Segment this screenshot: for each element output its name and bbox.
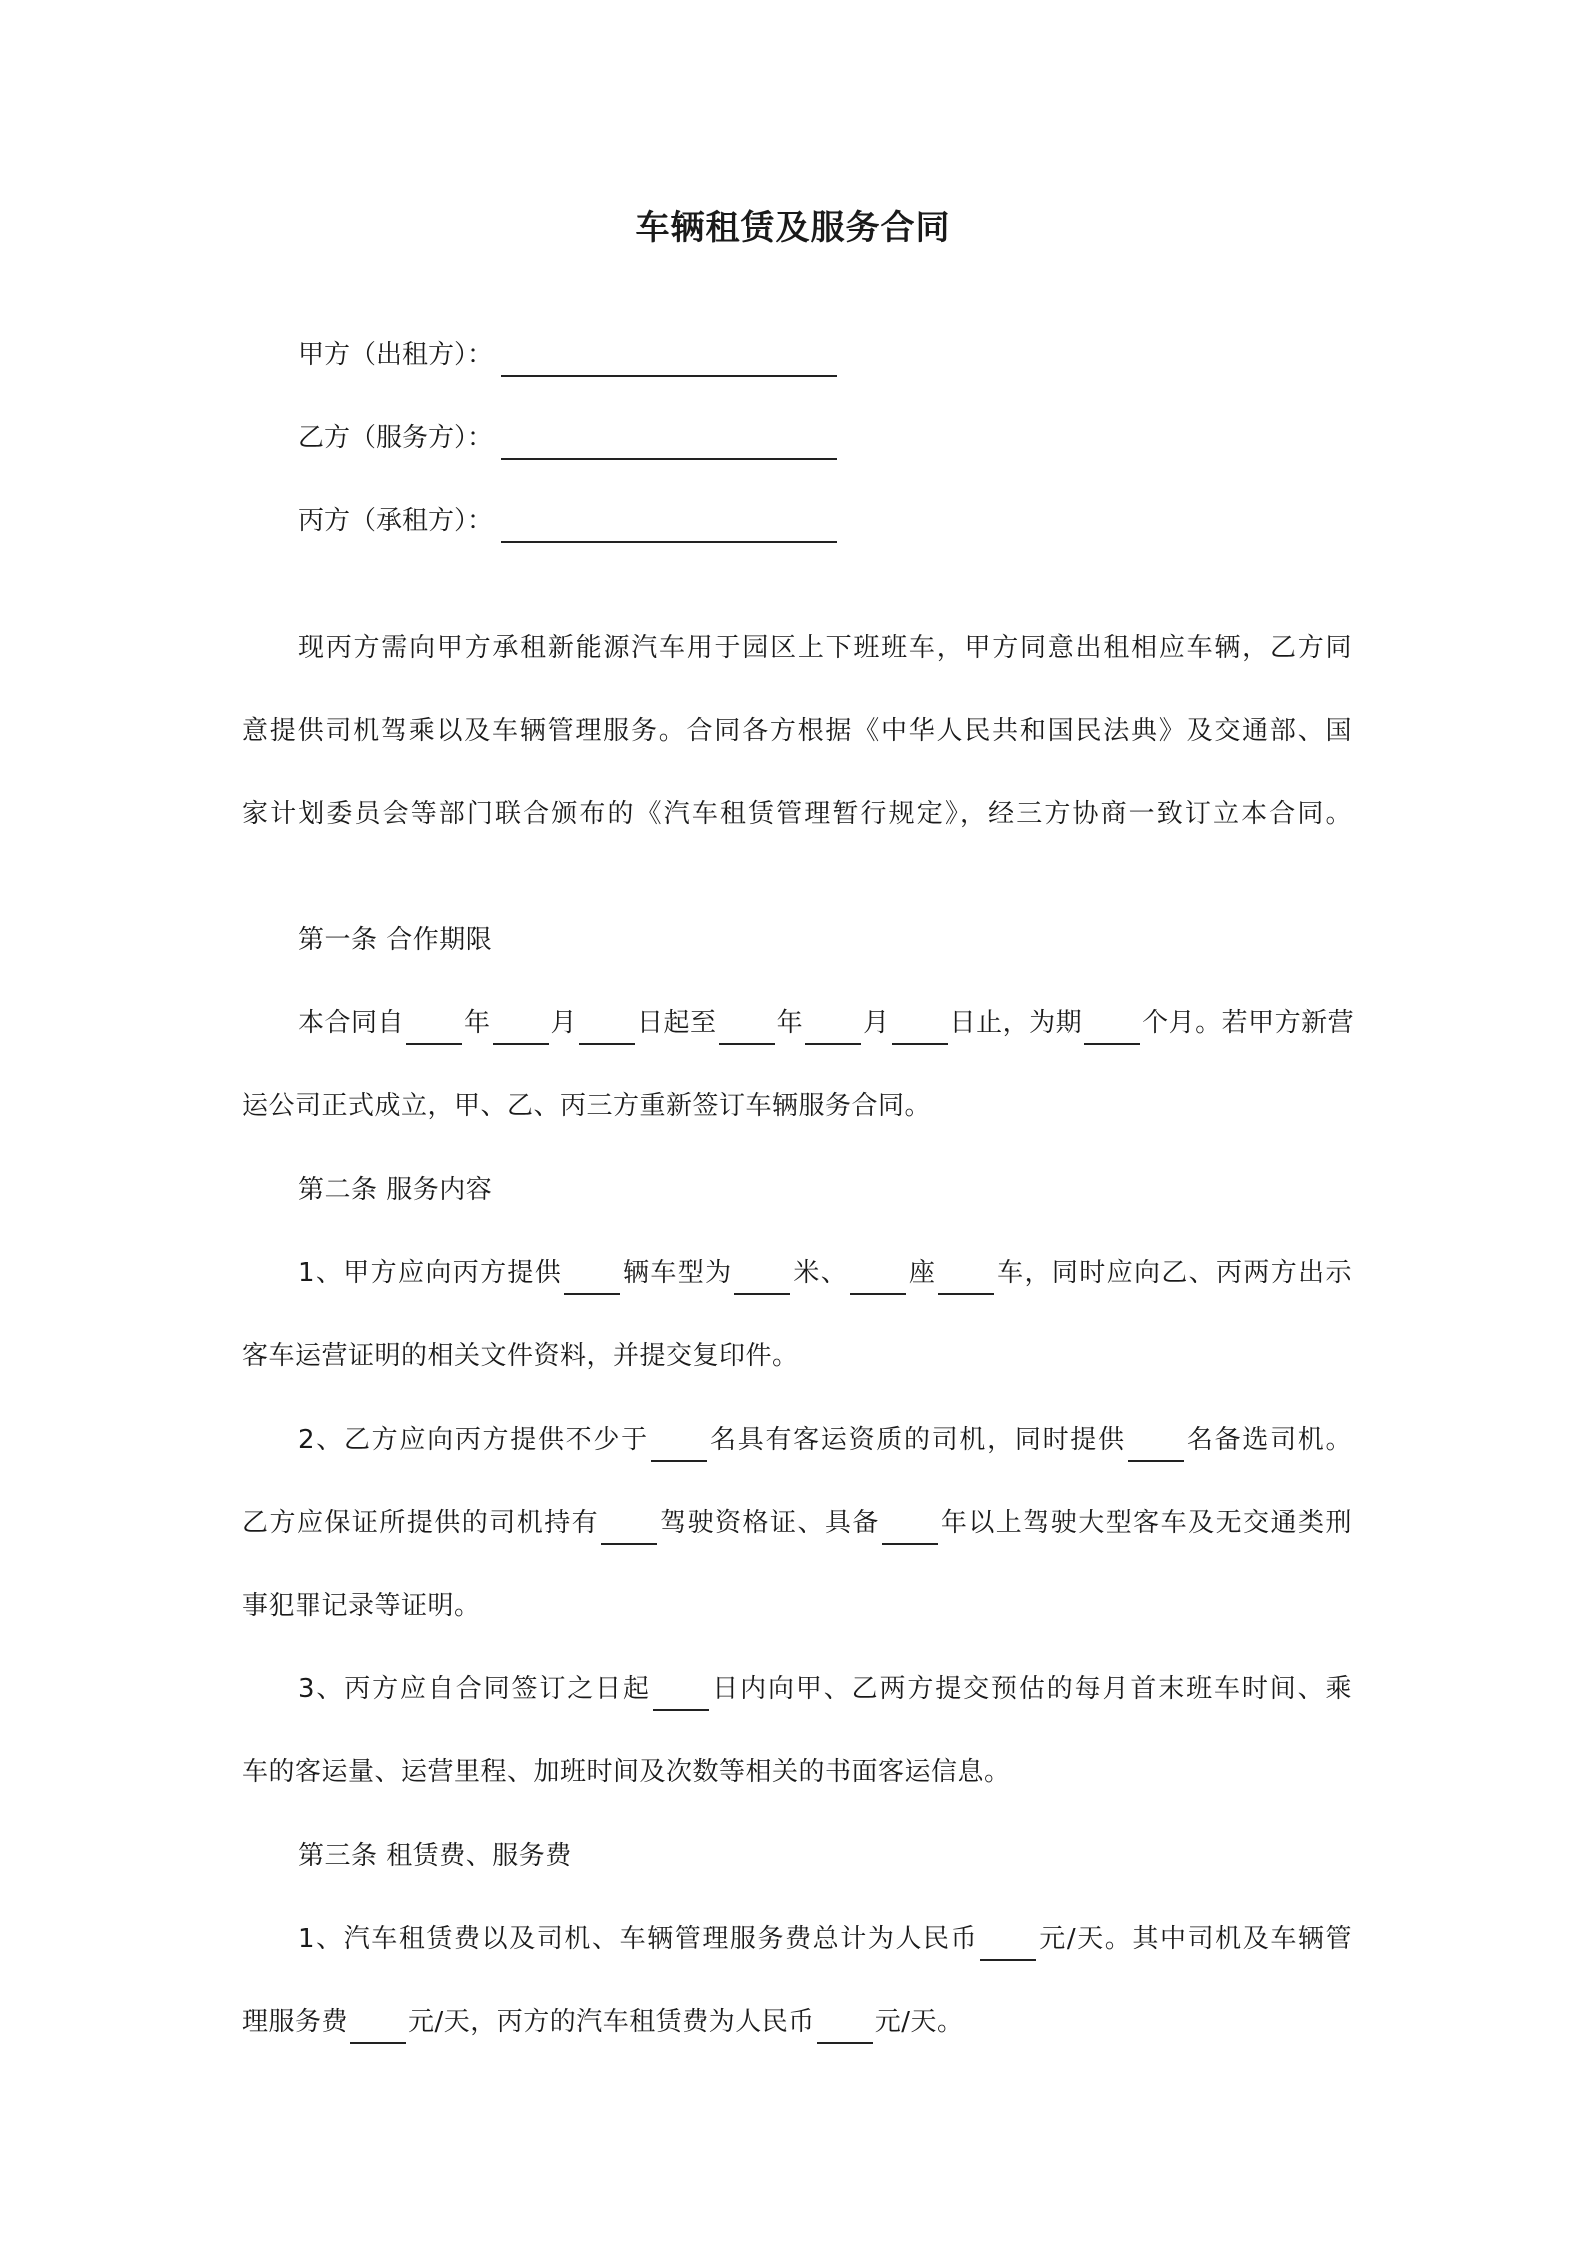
blank-start-year[interactable] bbox=[406, 1013, 462, 1045]
party-c-line bbox=[298, 499, 837, 543]
article2-p2-line1: 2、乙方应向丙方提供不少于 名具有客运资质的司机，同时提供 名备选司机。 bbox=[298, 1418, 1352, 1462]
document-title: 车辆租赁及服务合同 bbox=[635, 208, 951, 248]
party-c-blank[interactable] bbox=[501, 511, 837, 543]
party-c-label: 丙方（承租方）： bbox=[298, 506, 494, 536]
party-b-label: 乙方（服务方）： bbox=[298, 423, 494, 453]
article1-line2: 运公司正式成立，甲、乙、丙三方重新签订车辆服务合同。 bbox=[242, 1091, 932, 1121]
blank-total-fee[interactable] bbox=[980, 1929, 1036, 1961]
blank-vehicle-length[interactable] bbox=[734, 1263, 790, 1295]
blank-days[interactable] bbox=[653, 1679, 709, 1711]
blank-driver-count[interactable] bbox=[651, 1430, 707, 1462]
party-b-blank[interactable] bbox=[501, 428, 837, 460]
preamble-line: 意提供司机驾乘以及车辆管理服务。合同各方根据《中华人民共和国民法典》及交通部、国 bbox=[242, 716, 1352, 746]
preamble-line: 家计划委员会等部门联合颁布的《汽车租赁管理暂行规定》，经三方协商一致订立本合同。 bbox=[242, 799, 1352, 829]
article-heading: 第一条 合作期限 bbox=[298, 925, 493, 955]
article2-p3-line1: 3、丙方应自合同签订之日起 日内向甲、乙两方提交预估的每月首末班车时间、乘 bbox=[298, 1667, 1352, 1711]
blank-rental-fee[interactable] bbox=[817, 2012, 873, 2044]
blank-license-class[interactable] bbox=[601, 1513, 657, 1545]
article3-p1-line1: 1、汽车租赁费以及司机、车辆管理服务费总计为人民币 元/天。其中司机及车辆管 bbox=[298, 1917, 1352, 1961]
article1-line1: 本合同自 年 月 日起至 年 月 日止，为期 个月。若甲方新营 bbox=[298, 1001, 1352, 1045]
preamble-line: 现丙方需向甲方承租新能源汽车用于园区上下班班车，甲方同意出租相应车辆，乙方同 bbox=[298, 633, 1352, 663]
blank-service-fee[interactable] bbox=[350, 2012, 406, 2044]
blank-years-experience[interactable] bbox=[882, 1513, 938, 1545]
blank-months[interactable] bbox=[1084, 1013, 1140, 1045]
blank-end-month[interactable] bbox=[805, 1013, 861, 1045]
blank-start-day[interactable] bbox=[579, 1013, 635, 1045]
party-a-blank[interactable] bbox=[501, 345, 837, 377]
blank-seat-count[interactable] bbox=[850, 1263, 906, 1295]
party-a-line bbox=[298, 333, 837, 377]
blank-vehicle-count[interactable] bbox=[564, 1263, 620, 1295]
blank-backup-driver-count[interactable] bbox=[1128, 1430, 1184, 1462]
article2-p2-line3: 事犯罪记录等证明。 bbox=[242, 1591, 481, 1621]
article-heading: 第三条 租赁费、服务费 bbox=[298, 1841, 572, 1871]
article3-p1-line2: 理服务费 元/天，丙方的汽车租赁费为人民币 元/天。 bbox=[242, 2000, 1352, 2044]
article-heading: 第二条 服务内容 bbox=[298, 1175, 493, 1205]
article2-p1-line1: 1、甲方应向丙方提供 辆车型为 米、 座 车，同时应向乙、丙两方出示 bbox=[298, 1251, 1352, 1295]
article2-p2-line2: 乙方应保证所提供的司机持有 驾驶资格证、具备 年以上驾驶大型客车及无交通类刑 bbox=[242, 1501, 1352, 1545]
article2-p1-line2: 客车运营证明的相关文件资料，并提交复印件。 bbox=[242, 1341, 799, 1371]
blank-end-year[interactable] bbox=[719, 1013, 775, 1045]
blank-end-day[interactable] bbox=[892, 1013, 948, 1045]
blank-start-month[interactable] bbox=[493, 1013, 549, 1045]
blank-vehicle-type[interactable] bbox=[938, 1263, 994, 1295]
party-b-line bbox=[298, 416, 837, 460]
article2-p3-line2: 车的客运量、运营里程、加班时间及次数等相关的书面客运信息。 bbox=[242, 1757, 1011, 1787]
party-a-label: 甲方（出租方）： bbox=[298, 340, 494, 370]
